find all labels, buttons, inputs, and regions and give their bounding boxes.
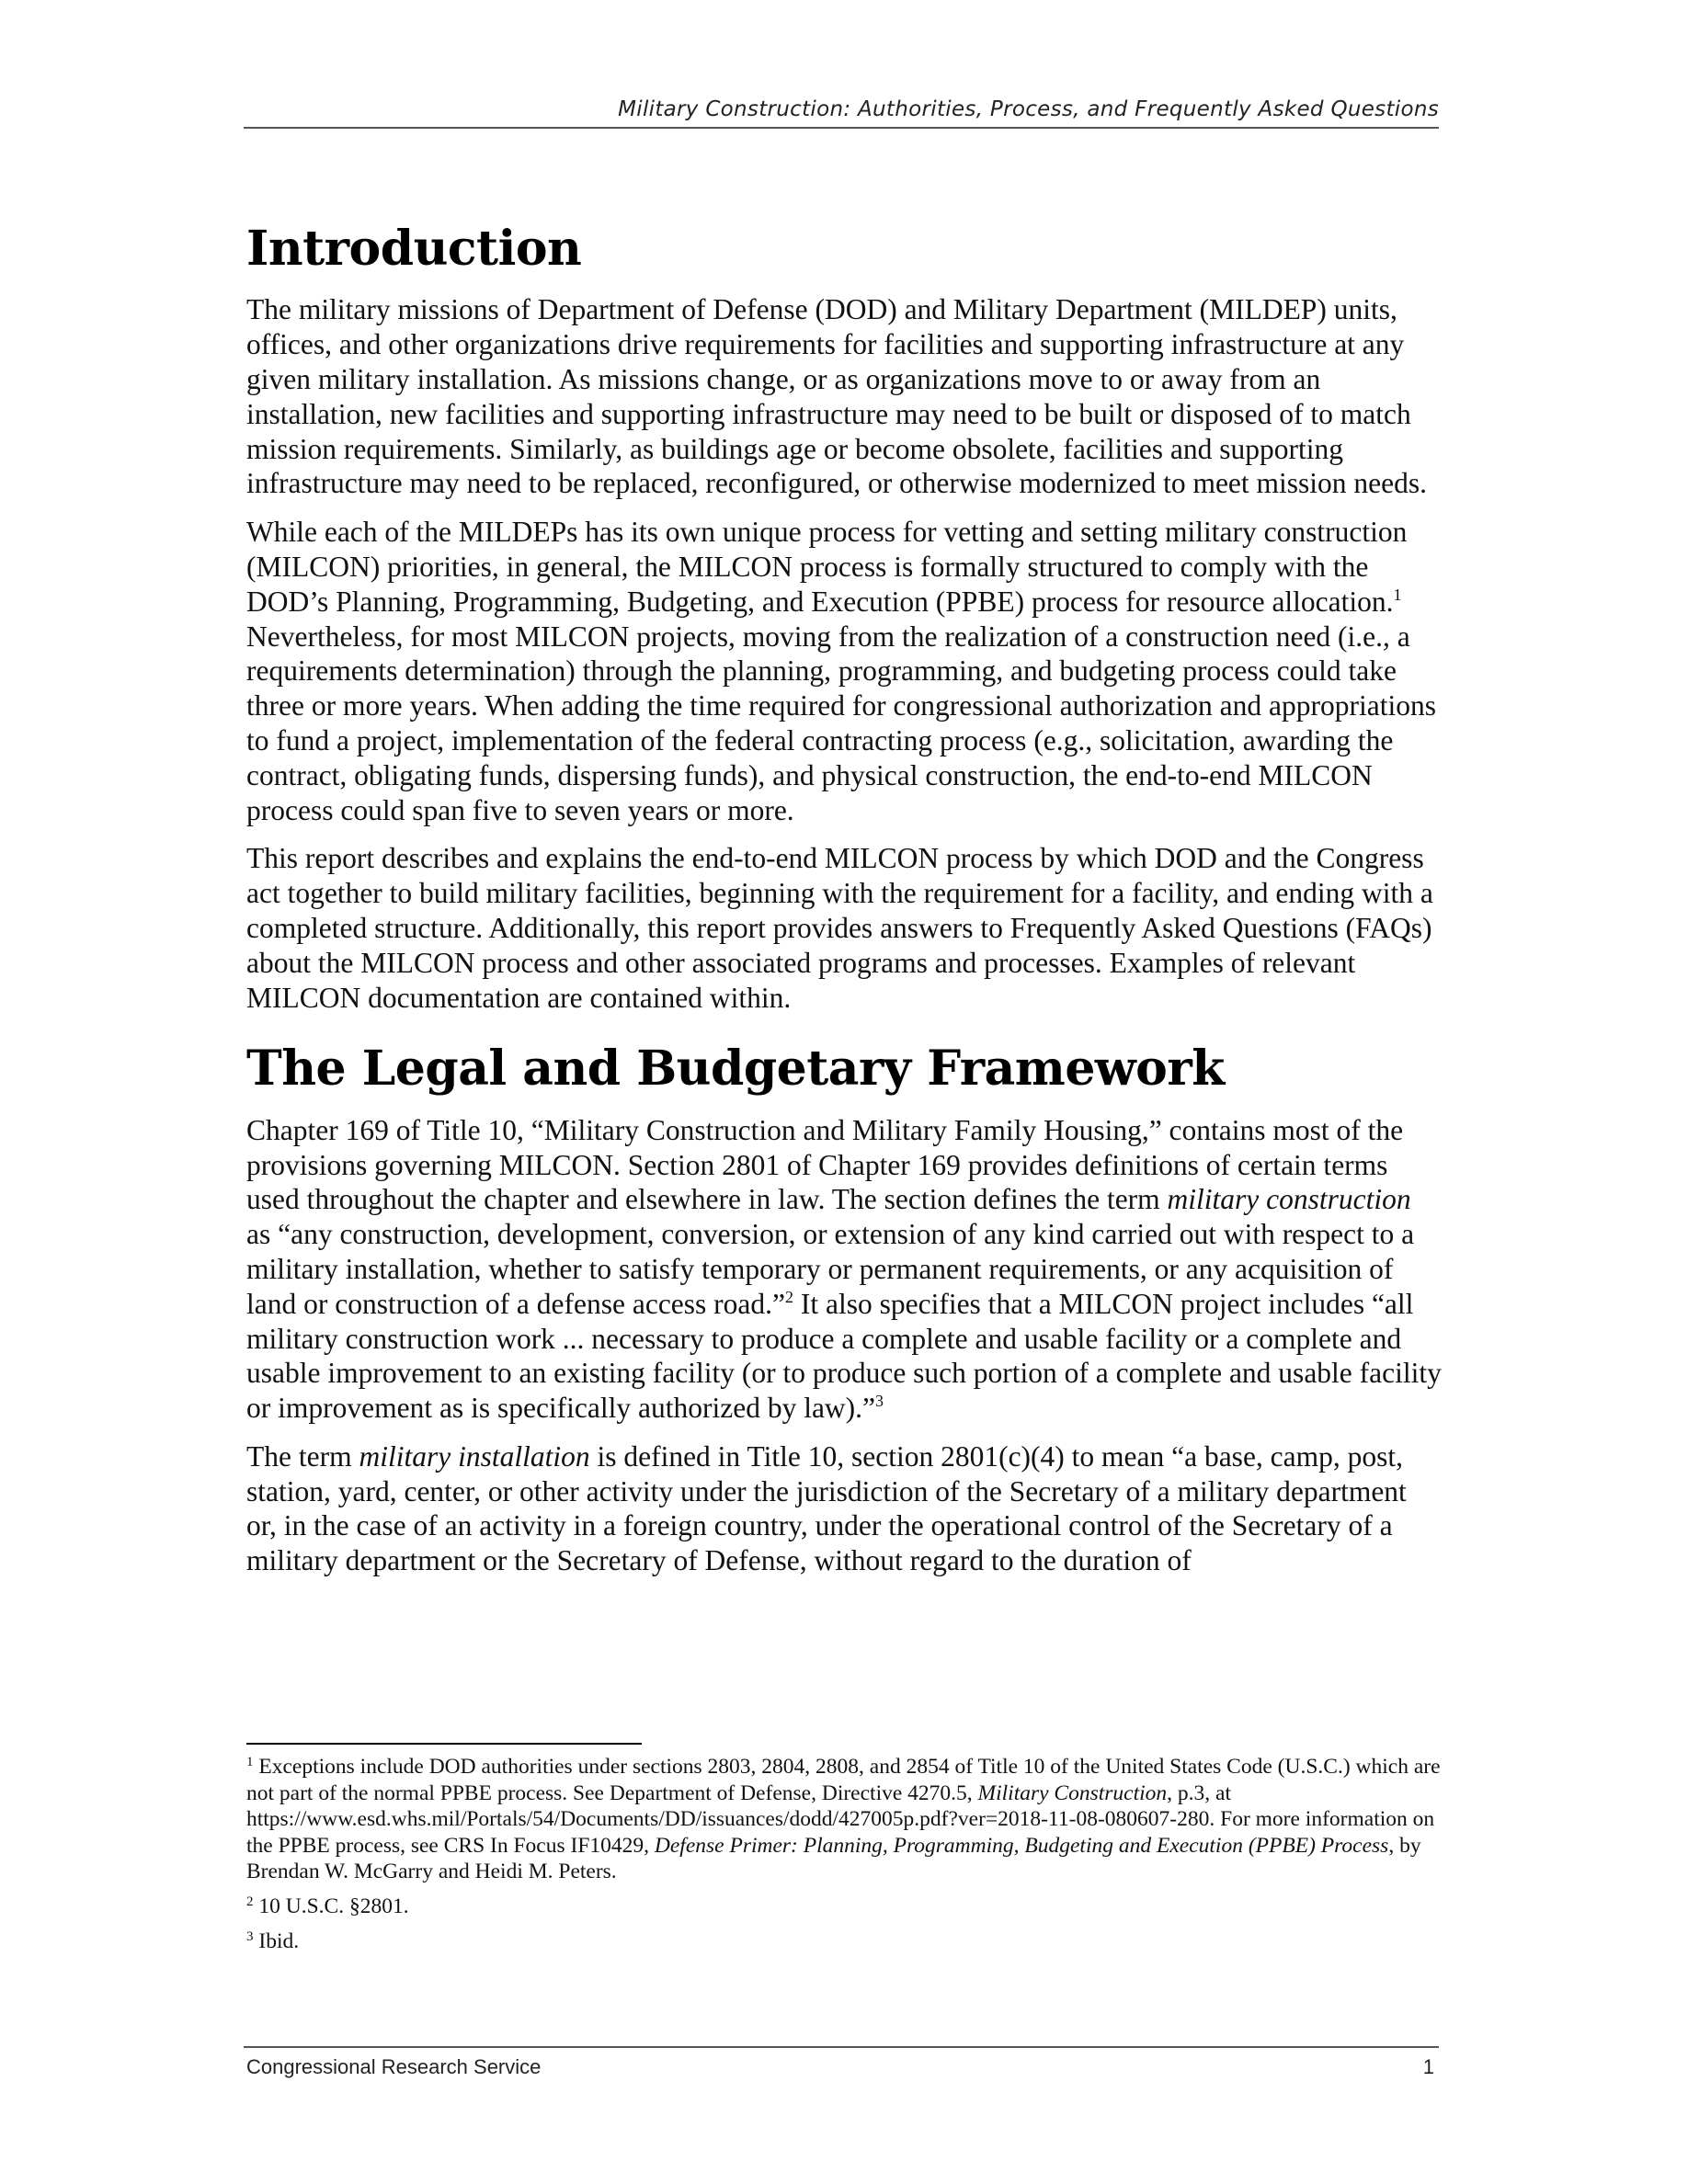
footnote-text: Ibid. bbox=[253, 1928, 300, 1953]
footnote-text: 10 U.S.C. §2801. bbox=[253, 1894, 409, 1918]
footer-rule bbox=[244, 2046, 1439, 2048]
footnote-rule bbox=[246, 1743, 642, 1745]
footnote-3 bbox=[246, 1928, 1442, 1955]
paragraph-text: as “any construction, development, conversion, or extension of any kind carried out with respect to a military installation, whether to satisfy temporary or permanent requirements, or any acquisition of land or construction of a defense access road.” bbox=[246, 1218, 1415, 1320]
intro-paragraph-1: The military missions of Department of Defense (DOD) and Military Department (MILDEP) units, offices, and other organizations drive requirements for facilities and supporting infrastructure at any given military installation. As missions change, or as organizations move to or away from an installation, new facilities and supporting infrastructure may need to be built or disposed of to match mission requirements. Similarly, as buildings age or become obsolete, facilities and supporting infrastructure may need to be replaced, reconfigured, or otherwise modernized to meet mission needs. bbox=[246, 293, 1428, 500]
paragraph-text: Chapter 169 of Title 10, “Military Construction and Military Family Housing,” contains most of the provisions governing MILCON. Section 2801 of Chapter 169 provides definitions of certain terms used throughout the chapter and elsewhere in law. The section defines the term bbox=[246, 1113, 1404, 1216]
citation-title: Military Construction bbox=[977, 1780, 1168, 1805]
section-heading-introduction: Introduction bbox=[246, 221, 582, 277]
header-rule bbox=[244, 127, 1439, 129]
footnote-ref-1[interactable]: 1 bbox=[1393, 585, 1402, 604]
main-content bbox=[246, 221, 1442, 1592]
footnote-number: 1 bbox=[246, 1755, 254, 1769]
paragraph-text: Nevertheless, for most MILCON projects, moving from the realization of a construction need (i.e., a requirements determination) through the planning, programming, and budgeting process could take three or more years. When adding the time required for congressional authorization and appropriations to fund a project, implementation of the federal contracting process (e.g., solicitation, awarding the contract, obligating funds, dispersing funds), and physical construction, the end-to-end MILCON process could span five to seven years or more. bbox=[246, 620, 1436, 826]
footnote-text: Exceptions include DOD authorities under sections 2803, 2804, 2808, and 2854 of Title 10 of the United States Code (U.S.C.) which are not part of the normal PPBE process. See Department of Defense, Directive 4270.5, bbox=[246, 1755, 1441, 1805]
legal-paragraph-1 bbox=[246, 1113, 1442, 1426]
footnote-2 bbox=[246, 1894, 1442, 1920]
footnote-1 bbox=[246, 1754, 1442, 1885]
footnote-number: 3 bbox=[246, 1928, 254, 1944]
paragraph-text: is defined in Title 10, section 2801(c)(4) to mean “a base, camp, post, station, yard, center, or other activity under the jurisdiction of the Secretary of a military department or, in the case of an activity in a foreign country, under the operational control of the Secretary of a military department or the Secretary of Defense, without regard to the duration of bbox=[246, 1439, 1407, 1577]
paragraph-text: The term bbox=[246, 1439, 359, 1473]
footnote-ref-3[interactable]: 3 bbox=[875, 1392, 884, 1411]
intro-paragraph-3: This report describes and explains the end-to-end MILCON process by which DOD and the Congress act together to build military facilities, beginning with the requirement for a facility, and ending with a completed structure. Additionally, this report provides answers to Frequently Asked Questions (FAQs) about the MILCON process and other associated programs and processes. Examples of relevant MILCON documentation are contained within. bbox=[246, 842, 1433, 1014]
citation-title: Defense Primer: Planning, Programming, Budgeting and Execution (PPBE) Process bbox=[654, 1833, 1389, 1858]
section-heading-legal-framework: The Legal and Budgetary Framework bbox=[246, 1041, 1225, 1098]
footnote-number: 2 bbox=[246, 1894, 254, 1909]
paragraph-text: It also specifies that a MILCON project includes “all military construction work ... necessary to produce a complete and usable facility or a complete and usable improvement to an existing facility (or to produce such portion of a complete and usable facility or improvement as is specifically authorized by law).” bbox=[246, 1287, 1442, 1425]
defined-term: military installation bbox=[359, 1439, 590, 1473]
page-number: 1 bbox=[1422, 2055, 1434, 2078]
defined-term: military construction bbox=[1167, 1183, 1411, 1216]
footer-source: Congressional Research Service bbox=[246, 2055, 542, 2078]
footnote-text: , p.3, at https://www.esd.whs.mil/Portals/54/Documents/DD/issuances/dodd/427005p.pdf?ver=2018-11-08-080607-280. For more information on the PPBE process, see CRS In Focus IF10429, bbox=[246, 1780, 1435, 1858]
paragraph-text: While each of the MILDEPs has its own unique process for vetting and setting military construction (MILCON) priorities, in general, the MILCON process is formally structured to comply with the DOD’s Planning, Programming, Budgeting, and Execution (PPBE) process for resource allocation. bbox=[246, 516, 1408, 618]
footnote-ref-2[interactable]: 2 bbox=[785, 1287, 793, 1306]
legal-paragraph-2 bbox=[246, 1439, 1442, 1578]
footnotes bbox=[246, 1754, 1442, 1962]
footnote-text: , by Brendan W. McGarry and Heidi M. Peters. bbox=[246, 1833, 1421, 1884]
intro-paragraph-2 bbox=[246, 515, 1442, 827]
running-header: Military Construction: Authorities, Process, and Frequently Asked Questions bbox=[618, 97, 1439, 121]
